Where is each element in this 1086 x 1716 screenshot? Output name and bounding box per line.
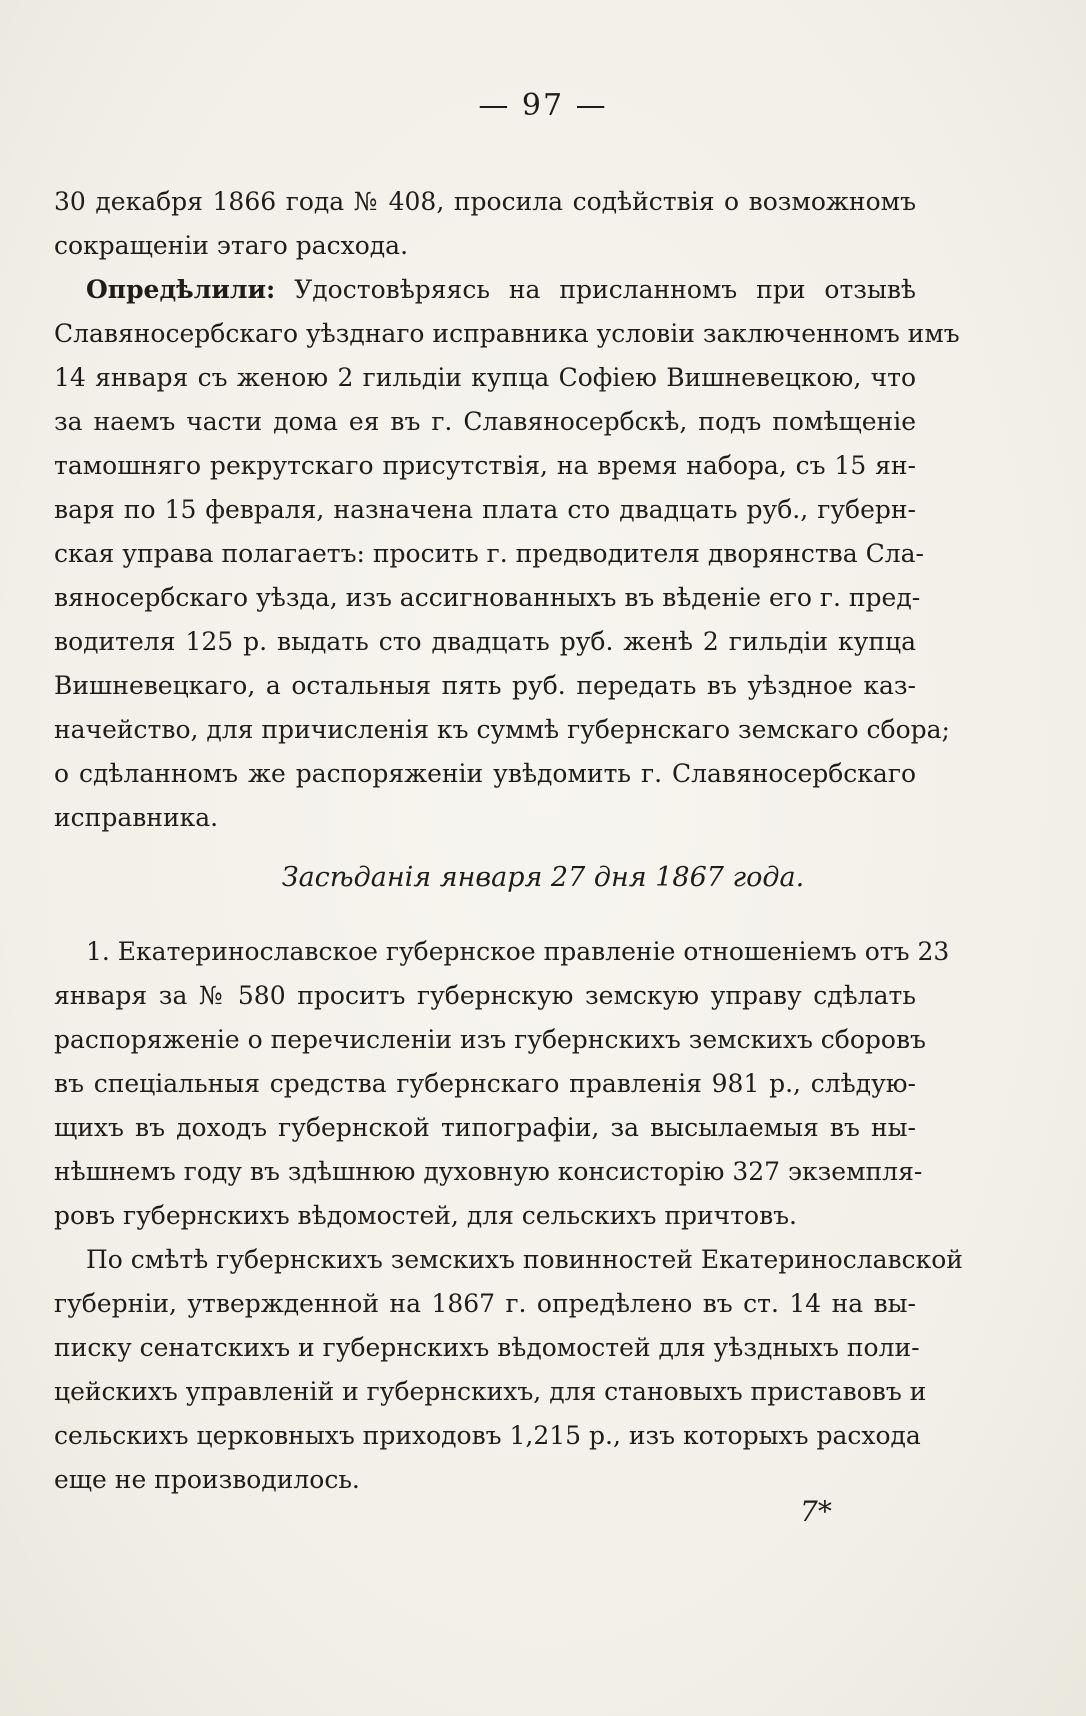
paragraph-resolution xyxy=(54,268,960,840)
text-line: вяносербскаго уѣзда, изъ ассигнованныхъ въ вѣденіе его г. пред- xyxy=(54,583,921,612)
text-line: По смѣтѣ губернскихъ земскихъ повинностей Екатеринославской xyxy=(86,1245,963,1274)
resolution-lead: Опредѣлили: xyxy=(86,275,276,304)
text-line: за наемъ части дома ея въ г. Славяносербскѣ, подъ помѣщеніе xyxy=(54,407,916,436)
text-line: варя по 15 февраля, назначена плата сто двадцать руб., губерн- xyxy=(54,495,916,524)
paragraph-item-1 xyxy=(54,930,950,1238)
paragraph-continuation xyxy=(54,180,916,268)
text-line: 1. Екатеринославское губернское правленіе отношеніемъ отъ 23 xyxy=(86,937,950,966)
text-line: января за № 580 проситъ губернскую земскую управу сдѣлать xyxy=(54,981,916,1010)
text-line: тамошняго рекрутскаго присутствія, на время набора, съ 15 ян- xyxy=(54,451,916,480)
text-line: писку сенатскихъ и губернскихъ вѣдомостей для уѣздныхъ поли- xyxy=(54,1333,920,1362)
text-line xyxy=(54,268,916,312)
text-line: нѣшнемъ году въ здѣшнюю духовную консисторію 327 экземпля- xyxy=(54,1157,923,1186)
text-line-rest: Удостовѣряясь на присланномъ при отзывѣ xyxy=(275,275,916,304)
page-number: — 97 — xyxy=(478,88,608,123)
text-line: щихъ въ доходъ губернской типографіи, за высылаемыя въ ны- xyxy=(54,1113,916,1142)
text-line: начейство, для причисленія къ суммѣ губернскаго земскаго сбора; xyxy=(54,715,950,744)
text-line: распоряженіе о перечисленіи изъ губернскихъ земскихъ сборовъ xyxy=(54,1025,926,1054)
text-line: ровъ губернскихъ вѣдомостей, для сельскихъ причтовъ. xyxy=(54,1201,798,1230)
text-line: ская управа полагаетъ: просить г. предводителя дворянства Сла- xyxy=(54,539,924,568)
text-line: исправника. xyxy=(54,803,219,832)
text-line: 30 декабря 1866 года № 408, просила содѣйствія о возможномъ xyxy=(54,187,916,216)
text-line: еще не производилось. xyxy=(54,1465,360,1494)
text-line: сельскихъ церковныхъ приходовъ 1,215 р., изъ которыхъ расхода xyxy=(54,1421,921,1450)
text-line: губерніи, утвержденной на 1867 г. опредѣлено въ ст. 14 на вы- xyxy=(54,1289,916,1318)
text-line: Славяносербскаго уѣзднаго исправника условіи заключенномъ имъ xyxy=(54,319,960,348)
text-line: водителя 125 р. выдать сто двадцать руб. женѣ 2 гильдіи купца xyxy=(54,627,916,656)
paragraph-budget xyxy=(54,1238,963,1502)
signature-mark: 7* xyxy=(800,1495,832,1528)
text-line: цейскихъ управленій и губернскихъ, для становыхъ приставовъ и xyxy=(54,1377,927,1406)
text-line: о сдѣланномъ же распоряженіи увѣдомить г. Славяносербскаго xyxy=(54,759,916,788)
text-line: Вишневецкаго, а остальныя пять руб. передать въ уѣздное каз- xyxy=(54,671,916,700)
text-line: 14 января съ женою 2 гильдіи купца Софіею Вишневецкою, что xyxy=(54,363,916,392)
text-line: въ спеціальныя средства губернскаго правленія 981 р., слѣдую- xyxy=(54,1069,916,1098)
session-heading: Засѣданія января 27 дня 1867 года. xyxy=(281,862,805,893)
text-line: сокращеніи этаго расхода. xyxy=(54,231,409,260)
